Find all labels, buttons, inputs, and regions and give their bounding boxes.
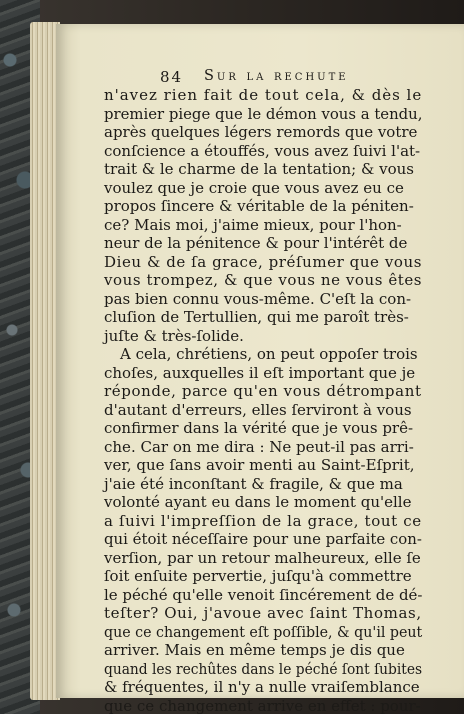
text-line: & fréquentes, il n'y a nulle vraiſemblance [104,678,420,696]
text-line: Dieu & de ſa grace, préſumer que vous [104,252,422,271]
text-line: vous trompez, & que vous ne vous êtes [104,271,423,289]
running-title: Sur la rechute [204,68,349,84]
text-line: A cela, chrétiens, on peut oppoſer trois [120,345,418,363]
text-line: quand les rechûtes dans le péché ſont ſubites [104,659,423,678]
text-line: cluſion de Tertullien, qui me paroît très- [104,308,409,326]
text-line: que ce changement eſt poſſible, & qu'il peut [104,622,423,641]
text-line: choſes, auxquelles il eſt important que je [104,363,416,382]
text-line: ver, que ſans avoir menti au Saint-Eſprit, [104,456,415,474]
text-line: neur de la pénitence & pour l'intérêt de [104,234,408,252]
text-line: ſoit enſuite pervertie, juſqu'à commettre [104,567,412,585]
text-line: j'aie été inconſtant & fragile, & que ma [104,474,403,493]
text-line: volonté ayant eu dans le moment qu'elle [104,493,412,511]
text-line: d'autant d'erreurs, elles ſerviront à vous [104,400,412,419]
text-line: premier piege que le démon vous a tendu, [104,104,423,123]
text-line: juſte & très-ſolide. [104,326,244,345]
text-line: réponde, parce qu'en vous détrompant [104,382,422,400]
text-line: que ce changement arrive en effet : pour- [104,696,421,714]
text-line: après quelques légers remords que votre [104,123,418,141]
text-line: le péché qu'elle venoit ſincérement de dé- [104,585,423,604]
text-line: arriver. Mais en même temps je dis que [104,641,405,659]
text-block [104,68,423,714]
text-line: a ſuivi l'impreſſion de la grace, tout ce [104,511,422,530]
text-line: che. Car on me dira : Ne peut-il pas arri- [104,437,414,456]
text-line: propos ſincere & véritable de la péniten- [104,197,414,215]
text-line: ce? Mais moi, j'aime mieux, pour l'hon- [104,215,402,234]
page-number: 84 [160,68,184,86]
text-line: trait & le charme de la tentation; & vous [104,160,414,178]
text-line: qui étoit néceſſaire pour une parfaite con- [104,530,422,548]
text-line: n'avez rien fait de tout cela, & dès le [104,86,423,104]
text-line: verſion, par un retour malheureux, elle ſe [104,548,421,567]
text-line: confirmer dans la vérité que je vous prê- [104,419,414,437]
text-line: teſter? Oui, j'avoue avec ſaint Thomas, [104,604,422,622]
text-line: conſcience a étouffés, vous avez ſuivi l'at- [104,141,421,160]
text-line: voulez que je croie que vous avez eu ce [104,178,404,197]
text-line: pas bien connu vous-même. C'eſt la con- [104,289,412,308]
